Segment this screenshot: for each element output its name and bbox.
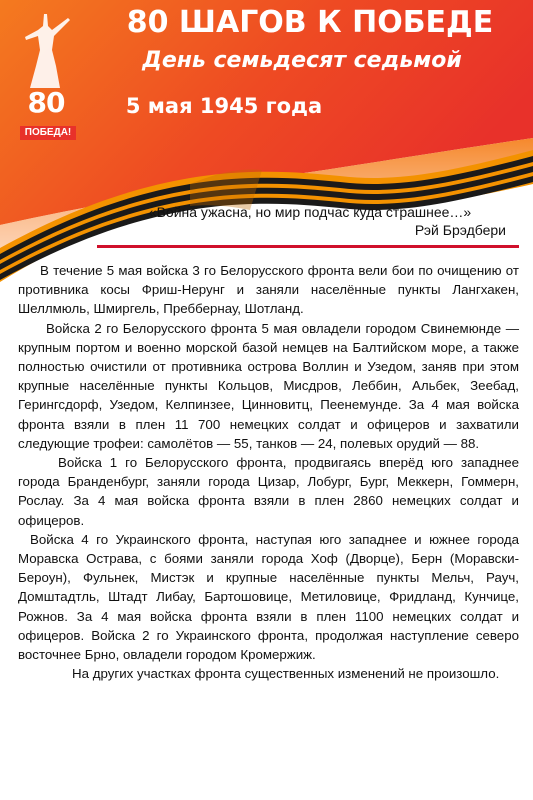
victory-logo: [16, 10, 76, 138]
paragraph-2nd-belorussian: Войска 2 го Белорусского фронта 5 мая овладели городом Свинемюнде — крупным портом и военно морской базой немцев на Балтийском море, а также полностью очистили от противника острова Воллин и Узедом, заняв при этом крупные населённые пункты Кольцов, Мисдров, Леббин, Альбек, Зеебад, Герингсдорф, Узедом, Келпинзее, Цинновитц, Пеенемунде. За 4 мая войска фронта взяли в плен 11 700 немецких солдат и офицеров и захватили следующие трофеи: самолётов — 55, танков — 24, полевых орудий — 88.: [18, 320, 519, 451]
page-date: 5 мая 1945 года: [125, 94, 323, 118]
paragraph-ukrainian-fronts: Войска 4 го Украинского фронта, наступая юго западнее и южнее города Моравска Острава, с боями заняли города Хоф (Дворце), Берн (Моравски-Бероун), Фульнек, Мистэк и крупные населённые пункты Мельч, Рауч, Домштадтль, Штадт Либау, Бартошовице, Метиловице, Фридланд, Кунчице, Рожнов. За 4 мая войска фронта взяли в плен 1100 немецких солдат и офицеров. Войска 2 го Украинского фронта, продолжая наступление северо восточнее Брно, овладели городом Кромержиж.: [18, 531, 519, 663]
paragraph-1st-belorussian: Войска 1 го Белорусского фронта, продвигаясь вперёд юго западнее города Бранденбург, заняли города Цизар, Лобург, Бург, Меккерн, Гоммерн, Рослау. За 4 мая войска фронта взяли в плен 2860 немецких солдат и офицеров.: [18, 455, 519, 528]
page-subtitle: День семьдесят седьмой: [142, 48, 462, 73]
article-body: [18, 261, 519, 683]
logo-number: 80: [27, 86, 65, 119]
epigraph-quote: «Война ужасна, но мир подчас куда страшнее…»: [148, 204, 472, 220]
paragraph-3rd-belorussian: В течение 5 мая войска 3 го Белорусского фронта вели бои по очищению от противника косы Фриш-Нерунг и заняли населённые пункты Лангхакен, Шеллмюль, Шмиргель, Преббернау, Шотланд.: [18, 263, 519, 317]
header-banner: [0, 0, 533, 300]
motherland-statue-icon: [16, 10, 76, 90]
quote-divider: [97, 245, 519, 248]
epigraph-author: Рэй Брэдбери: [414, 222, 506, 238]
banner-graphic: [0, 0, 533, 300]
page-title: 80 ШАГОВ К ПОБЕДЕ: [126, 5, 494, 40]
paragraph-other-sectors: На других участках фронта существенных изменений не произошло.: [72, 666, 500, 682]
logo-word: ПОБЕДА!: [20, 126, 76, 140]
